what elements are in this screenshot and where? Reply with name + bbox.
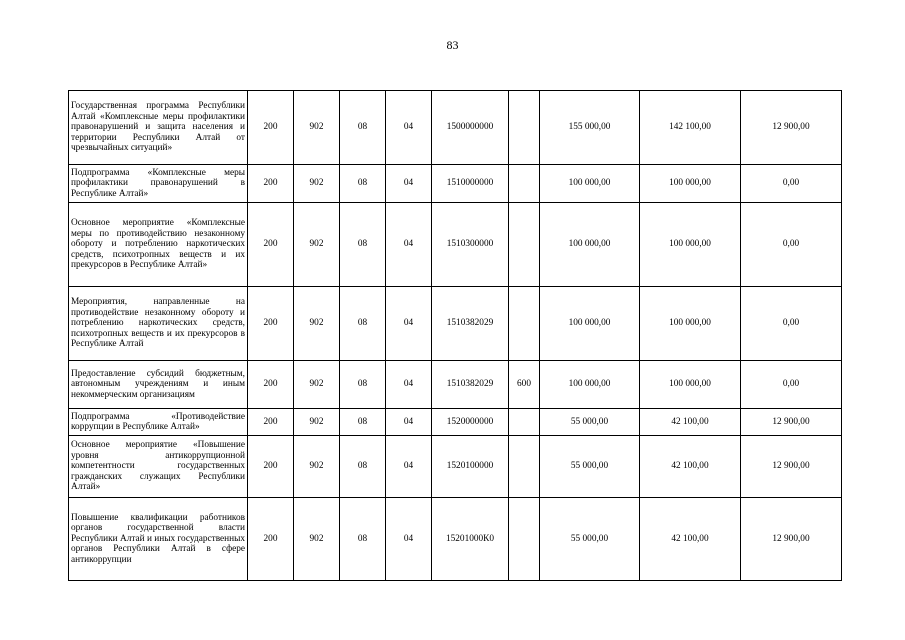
- table-row: [69, 409, 842, 436]
- row-target-article: 1510382029: [432, 361, 509, 409]
- row-section: 08: [340, 203, 386, 287]
- row-sum-difference: 0,00: [741, 165, 842, 203]
- row-sum-approved: 55 000,00: [540, 409, 640, 436]
- row-admin-code: 200: [248, 203, 294, 287]
- row-sum-executed: 100 000,00: [640, 361, 741, 409]
- table-row: [69, 361, 842, 409]
- row-admin-code: 200: [248, 287, 294, 361]
- row-name: Повышение квалификации работников органов государственной власти Республики Алтай и иных государственных органов Республики Алтай в сфере антикоррупции: [69, 498, 248, 581]
- row-subsection: 04: [386, 91, 432, 165]
- table-row: [69, 203, 842, 287]
- row-expense-kind: [509, 165, 540, 203]
- row-sum-executed: 100 000,00: [640, 165, 741, 203]
- row-sum-executed: 100 000,00: [640, 203, 741, 287]
- row-target-article: 1510382029: [432, 287, 509, 361]
- row-sum-difference: 0,00: [741, 203, 842, 287]
- table-row: [69, 287, 842, 361]
- row-section: 08: [340, 287, 386, 361]
- row-admin-code: 200: [248, 436, 294, 498]
- page-number: 83: [446, 38, 459, 52]
- row-sum-executed: 142 100,00: [640, 91, 741, 165]
- row-sum-executed: 42 100,00: [640, 436, 741, 498]
- row-target-article: 1500000000: [432, 91, 509, 165]
- budget-table: [68, 90, 842, 581]
- row-name: Мероприятия, направленные на противодействие незаконному обороту и потреблению наркотических средств, психотропных веществ и их прекурсоров в Республике Алтай: [69, 287, 248, 361]
- row-sum-approved: 100 000,00: [540, 287, 640, 361]
- row-sum-executed: 42 100,00: [640, 409, 741, 436]
- table-row: [69, 91, 842, 165]
- row-sum-approved: 100 000,00: [540, 165, 640, 203]
- row-admin-code: 200: [248, 361, 294, 409]
- row-subsection: 04: [386, 436, 432, 498]
- row-target-article: 15201000К0: [432, 498, 509, 581]
- row-expense-kind: [509, 436, 540, 498]
- row-sum-difference: 12 900,00: [741, 498, 842, 581]
- row-ministry-code: 902: [294, 361, 340, 409]
- row-section: 08: [340, 409, 386, 436]
- row-sum-approved: 55 000,00: [540, 498, 640, 581]
- row-target-article: 1510300000: [432, 203, 509, 287]
- row-section: 08: [340, 91, 386, 165]
- row-sum-approved: 100 000,00: [540, 203, 640, 287]
- row-admin-code: 200: [248, 165, 294, 203]
- row-sum-difference: 12 900,00: [741, 409, 842, 436]
- table-row: [69, 498, 842, 581]
- row-sum-difference: 12 900,00: [741, 436, 842, 498]
- row-sum-executed: 42 100,00: [640, 498, 741, 581]
- row-expense-kind: 600: [509, 361, 540, 409]
- table-row: [69, 165, 842, 203]
- row-expense-kind: [509, 91, 540, 165]
- row-sum-difference: 0,00: [741, 287, 842, 361]
- row-ministry-code: 902: [294, 287, 340, 361]
- row-subsection: 04: [386, 203, 432, 287]
- row-subsection: 04: [386, 409, 432, 436]
- row-target-article: 1510000000: [432, 165, 509, 203]
- row-expense-kind: [509, 409, 540, 436]
- row-sum-approved: 155 000,00: [540, 91, 640, 165]
- row-subsection: 04: [386, 361, 432, 409]
- table-row: [69, 436, 842, 498]
- row-subsection: 04: [386, 165, 432, 203]
- row-sum-approved: 55 000,00: [540, 436, 640, 498]
- row-name: Подпрограмма «Комплексные меры профилактики правонарушений в Республике Алтай»: [69, 165, 248, 203]
- row-name: Основное мероприятие «Повышение уровня антикоррупционной компетентности государственных гражданских служащих Республики Алтай»: [69, 436, 248, 498]
- row-expense-kind: [509, 498, 540, 581]
- row-sum-difference: 0,00: [741, 361, 842, 409]
- row-subsection: 04: [386, 498, 432, 581]
- row-expense-kind: [509, 203, 540, 287]
- row-subsection: 04: [386, 287, 432, 361]
- row-name: Основное мероприятие «Комплексные меры по противодействию незаконному обороту и потреблению наркотических средств, психотропных веществ и их прекурсоров в Республике Алтай»: [69, 203, 248, 287]
- row-section: 08: [340, 436, 386, 498]
- row-sum-executed: 100 000,00: [640, 287, 741, 361]
- row-target-article: 1520100000: [432, 436, 509, 498]
- row-ministry-code: 902: [294, 436, 340, 498]
- row-section: 08: [340, 498, 386, 581]
- row-section: 08: [340, 361, 386, 409]
- row-sum-approved: 100 000,00: [540, 361, 640, 409]
- row-ministry-code: 902: [294, 91, 340, 165]
- row-ministry-code: 902: [294, 165, 340, 203]
- row-name: Подпрограмма «Противодействие коррупции в Республике Алтай»: [69, 409, 248, 436]
- row-admin-code: 200: [248, 91, 294, 165]
- row-ministry-code: 902: [294, 409, 340, 436]
- row-expense-kind: [509, 287, 540, 361]
- row-sum-difference: 12 900,00: [741, 91, 842, 165]
- row-target-article: 1520000000: [432, 409, 509, 436]
- row-section: 08: [340, 165, 386, 203]
- row-name: Предоставление субсидий бюджетным, автономным учреждениям и иным некоммерческим организациям: [69, 361, 248, 409]
- row-admin-code: 200: [248, 498, 294, 581]
- row-ministry-code: 902: [294, 203, 340, 287]
- row-admin-code: 200: [248, 409, 294, 436]
- row-name: Государственная программа Республики Алтай «Комплексные меры профилактики правонарушений и защита населения и территории Республики Алтай от чрезвычайных ситуаций»: [69, 91, 248, 165]
- row-ministry-code: 902: [294, 498, 340, 581]
